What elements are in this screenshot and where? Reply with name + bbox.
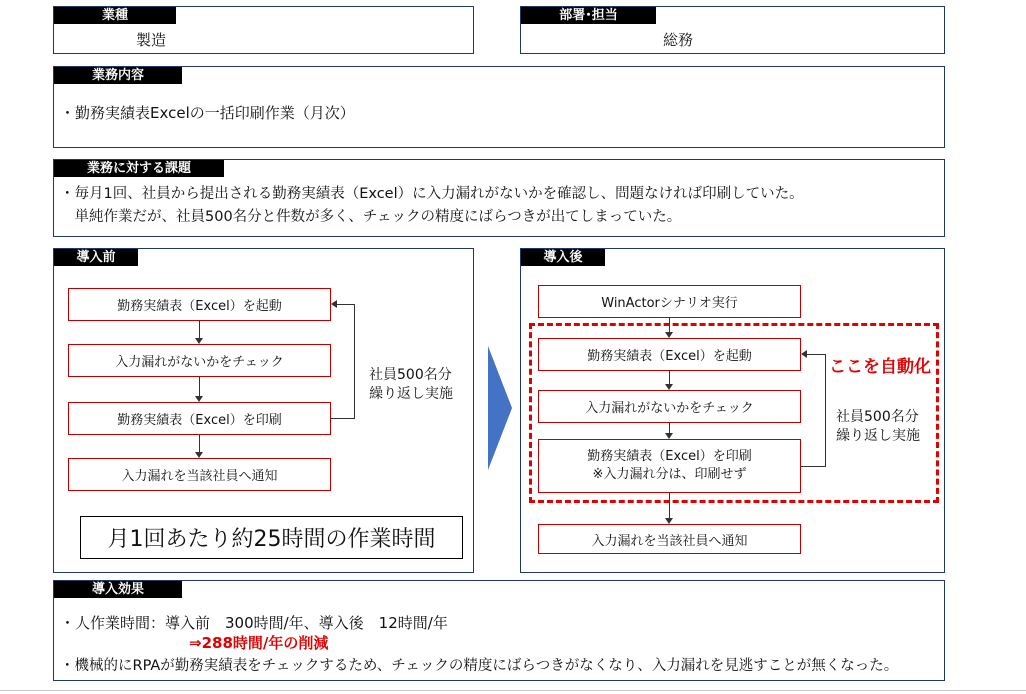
after-connector-2 — [669, 371, 670, 384]
after-loop-bottom — [801, 466, 826, 467]
task-description: ・勤務実績表Excelの一括印刷作業（月次） — [60, 104, 355, 122]
before-step-launch: 勤務実績表（Excel）を起動 — [68, 288, 331, 321]
department-panel — [520, 6, 945, 54]
industry-panel — [53, 6, 474, 54]
task-panel — [53, 66, 945, 148]
after-connector-3 — [669, 423, 670, 433]
before-loop-bottom — [331, 418, 355, 419]
after-tag: 導入後 — [521, 249, 605, 266]
after-step-print-label: 勤務実績表（Excel）を印刷 — [587, 449, 752, 464]
bottom-divider — [0, 690, 1026, 691]
effect-panel — [53, 580, 945, 681]
after-loop-top — [807, 354, 826, 355]
before-connector-3 — [199, 435, 200, 452]
before-loop-note-2: 繰り返し実施 — [369, 386, 453, 402]
industry-value: 製造 — [136, 31, 167, 49]
transition-arrow-icon — [488, 346, 512, 470]
automation-label: ここを自動化 — [829, 357, 931, 377]
after-step-check: 入力漏れがないかをチェック — [538, 390, 801, 423]
before-loop-vertical — [354, 304, 355, 419]
before-step-notify: 入力漏れを当該社員へ通知 — [68, 458, 331, 491]
effect-accuracy-line: ・機械的にRPAが勤務実績表をチェックするため、チェックの精度にばらつきがなくなり、入力漏れを見逃すことが無くなった。 — [60, 658, 899, 674]
effect-hours-line: ・人作業時間：導入前 300時間/年、導入後 12時間/年 — [60, 614, 448, 632]
before-summary: 月1回あたり約25時間の作業時間 — [80, 516, 463, 559]
after-loop-vertical — [825, 354, 826, 467]
before-loop-top — [337, 304, 355, 305]
before-step-print: 勤務実績表（Excel）を印刷 — [68, 402, 331, 435]
before-loop-arrowhead — [331, 300, 337, 308]
after-step-print-note: ※入力漏れ分は、印刷せず — [592, 467, 747, 482]
issue-panel — [53, 159, 945, 237]
before-connector-1 — [199, 321, 200, 338]
after-step-run-scenario: WinActorシナリオ実行 — [538, 285, 801, 318]
after-loop-arrowhead — [801, 350, 807, 358]
after-loop-note-1: 社員500名分 — [836, 409, 919, 425]
department-value: 総務 — [663, 31, 694, 49]
task-tag: 業務内容 — [54, 67, 182, 84]
effect-tag: 導入効果 — [54, 581, 182, 598]
before-loop-note-1: 社員500名分 — [369, 367, 452, 383]
after-loop-note-2: 繰り返し実施 — [836, 428, 920, 444]
after-step-print — [538, 439, 801, 493]
before-tag: 導入前 — [54, 249, 138, 266]
issue-line-1: ・毎月1回、社員から提出される勤務実績表（Excel）に入力漏れがないかを確認し、問題なければ印刷していた。 — [60, 186, 804, 202]
before-connector-2 — [199, 377, 200, 396]
after-step-notify: 入力漏れを当該社員へ通知 — [538, 524, 801, 554]
issue-line-2: 単純作業だが、社員500名分と件数が多く、チェックの精度にばらつきが出てしまっていた。 — [60, 209, 682, 225]
after-step-launch: 勤務実績表（Excel）を起動 — [538, 338, 801, 371]
issue-tag: 業務に対する課題 — [54, 160, 224, 177]
after-connector-4 — [669, 493, 670, 518]
effect-reduction: ⇒288時間/年の削減 — [189, 634, 329, 652]
department-tag: 部署･担当 — [521, 7, 656, 24]
industry-tag: 業種 — [54, 7, 176, 24]
before-step-check: 入力漏れがないかをチェック — [68, 344, 331, 377]
